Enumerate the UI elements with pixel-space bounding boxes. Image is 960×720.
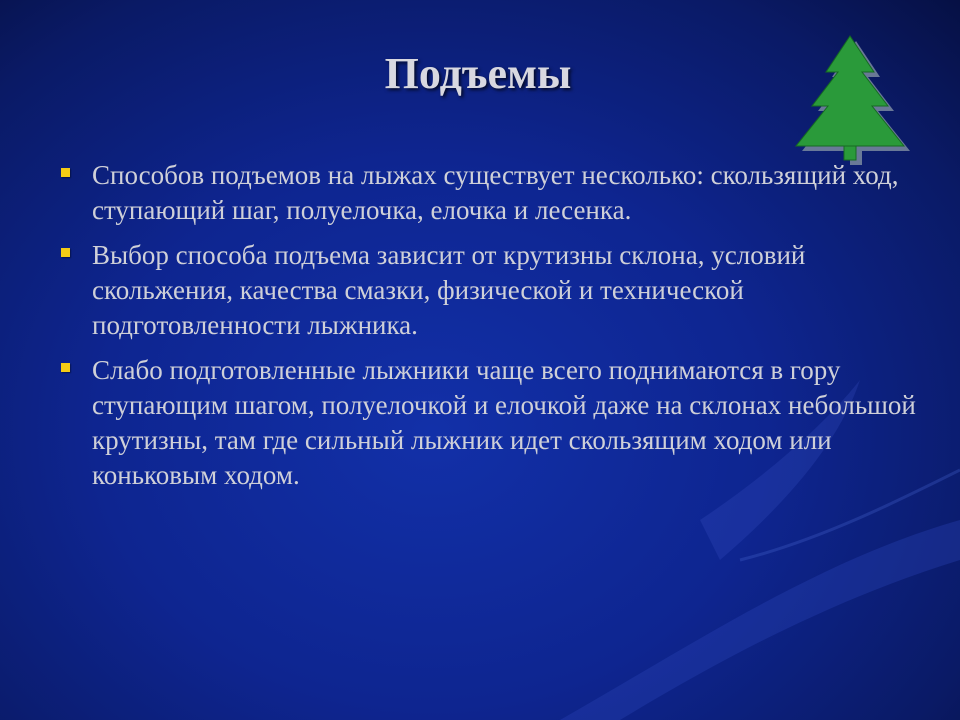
bullet-list [56, 158, 916, 503]
bullet-item [56, 353, 916, 493]
square-bullet-icon [61, 248, 70, 257]
bullet-item [56, 238, 916, 343]
bullet-text: Слабо подготовленные лыжники чаще всего поднимаются в гору ступающим шагом, полуелочкой и елочкой даже на склонах небольшой крутизны, там где сильный лыжник идет скользящим ходом или коньковым ходом. [92, 355, 916, 490]
slide-title: Подъемы [384, 49, 572, 98]
bullet-item [56, 158, 916, 228]
bullet-text: Способов подъемов на лыжах существует несколько: скользящий ход, ступающий шаг, полуелочка, елочка и лесенка. [92, 160, 899, 225]
square-bullet-icon [61, 168, 70, 177]
fir-tree-icon [790, 34, 922, 166]
bullet-text: Выбор способа подъема зависит от крутизны склона, условий скольжения, качества смазки, физической и технической подготовленности лыжника. [92, 240, 806, 340]
square-bullet-icon [61, 363, 70, 372]
